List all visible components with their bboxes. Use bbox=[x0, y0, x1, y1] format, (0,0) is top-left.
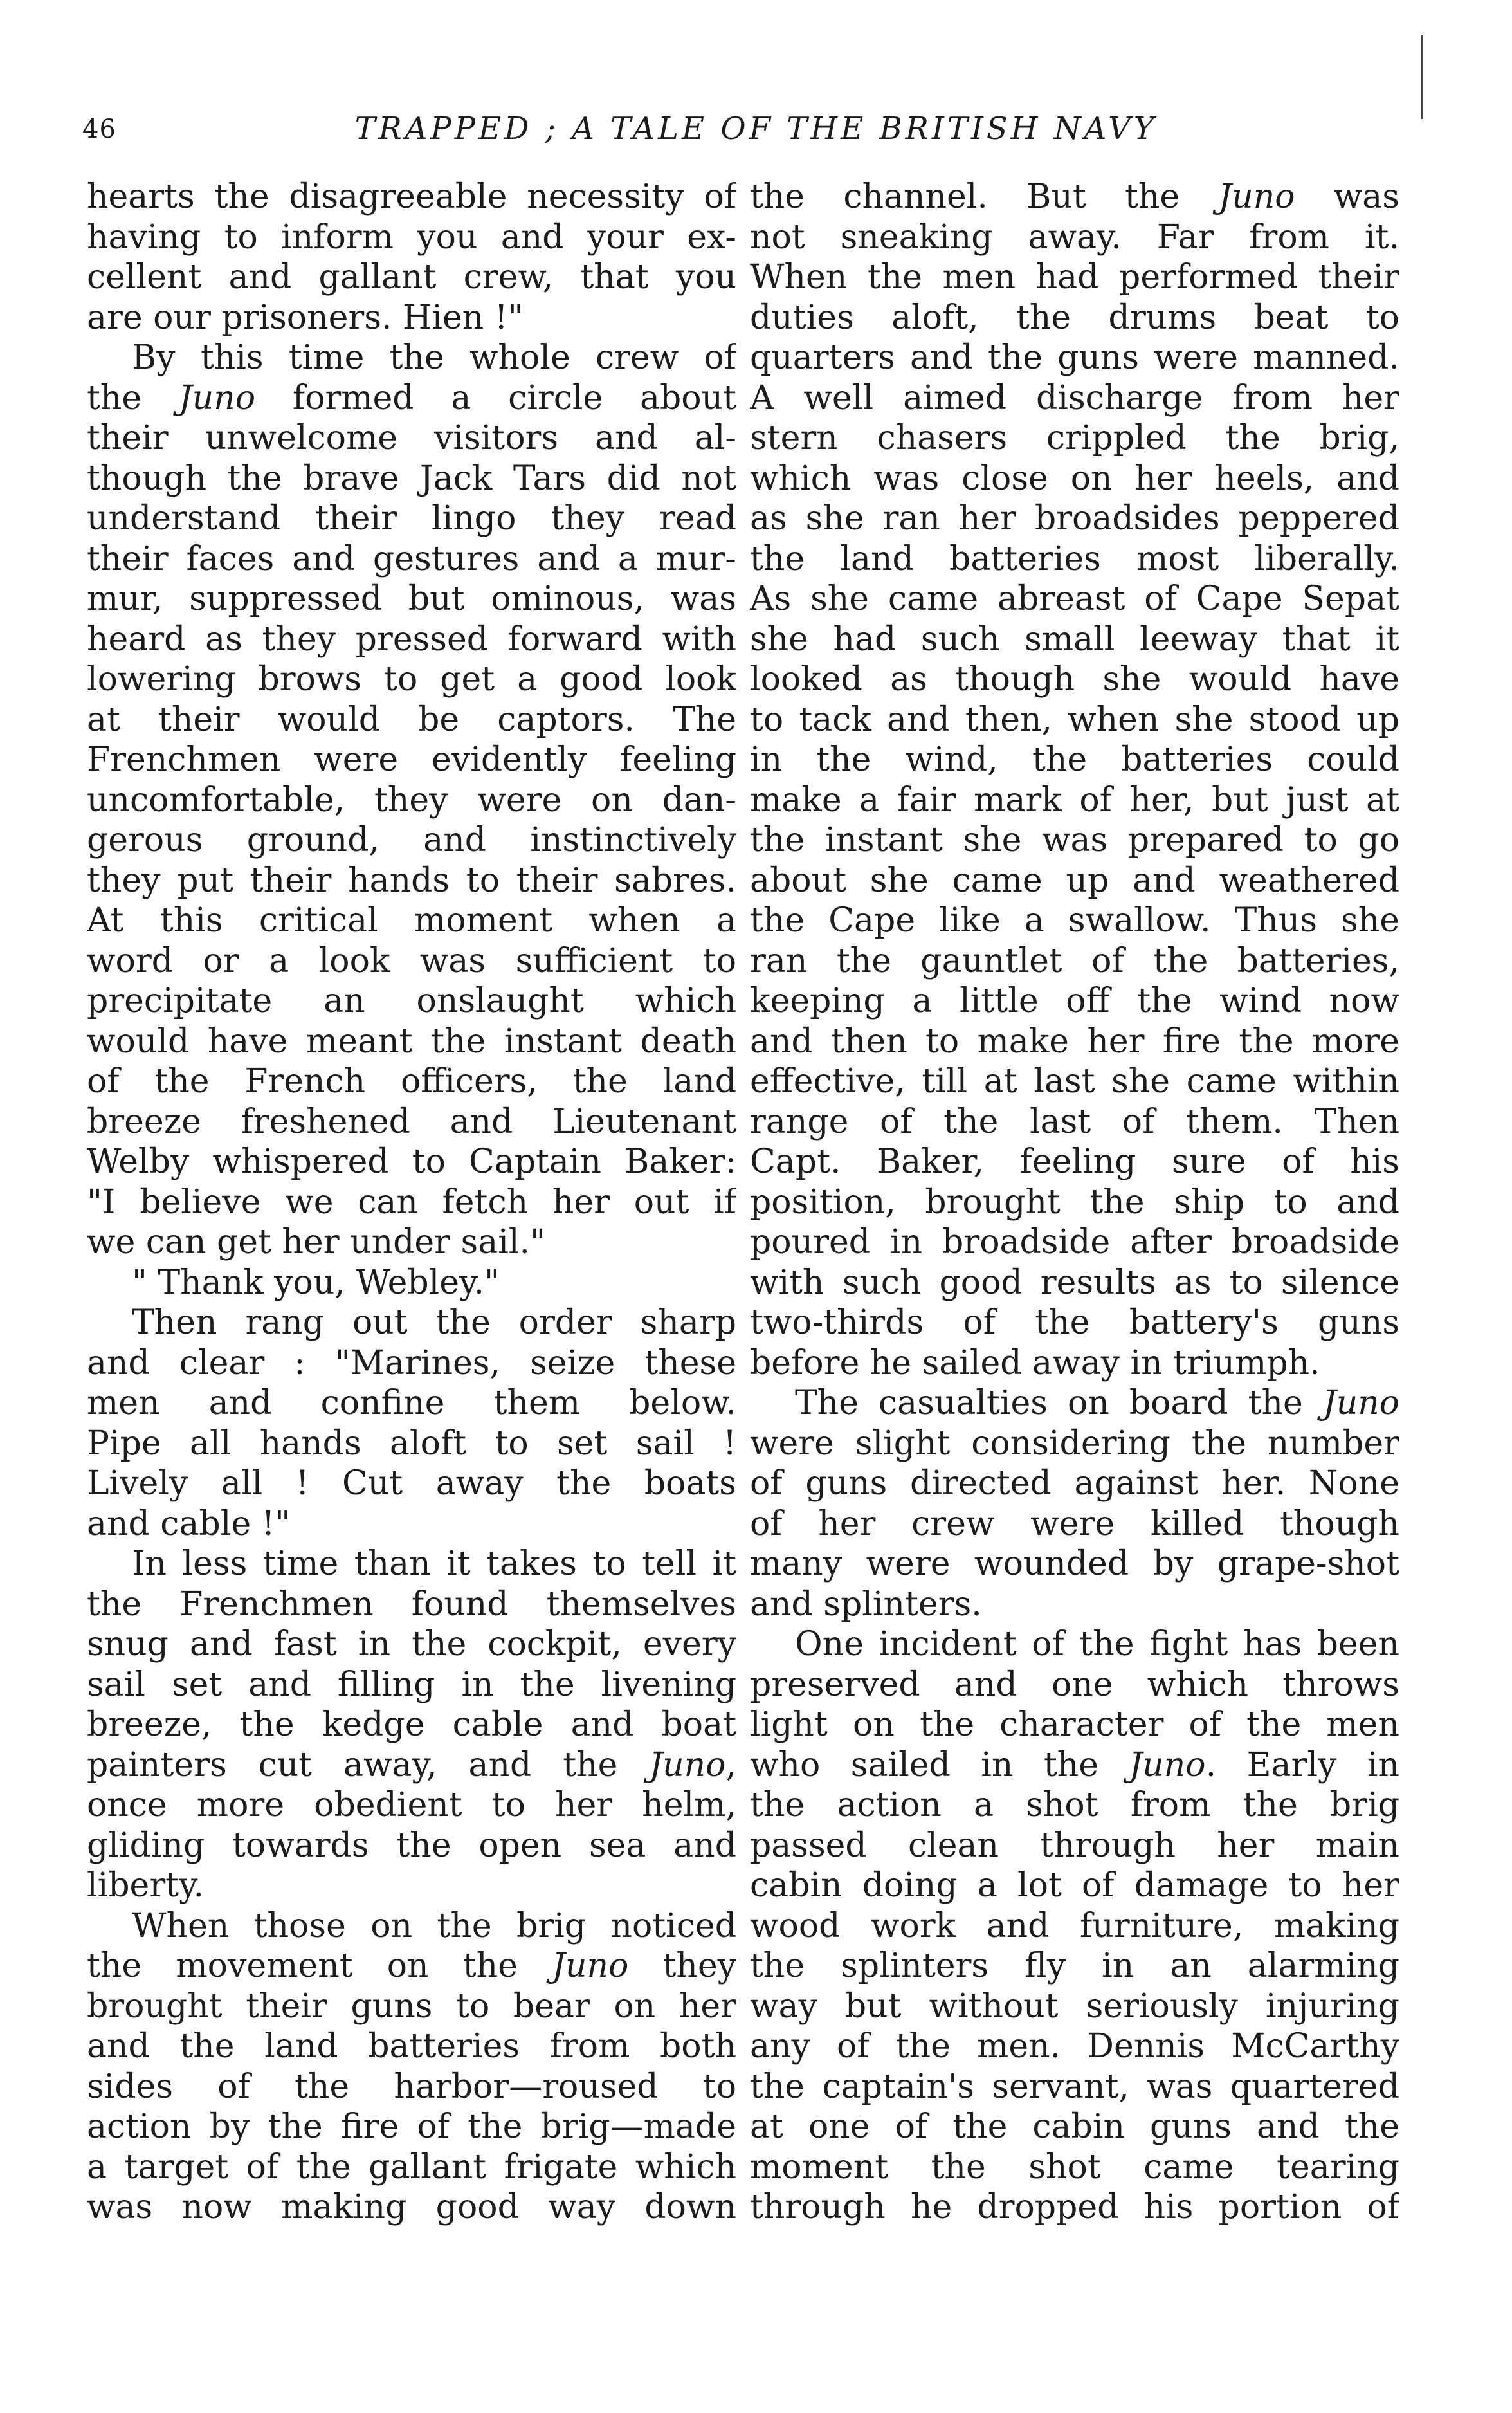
text-line: poured in broadside after broadside bbox=[750, 1223, 1399, 1262]
text-line: not sneaking away. Far from it. bbox=[750, 217, 1399, 257]
text-line: When those on the brig noticed bbox=[132, 1906, 736, 1945]
text-line: snug and fast in the cockpit, every bbox=[87, 1625, 736, 1664]
text-line: preserved and one which throws bbox=[750, 1665, 1399, 1704]
scan-edge-mark bbox=[1421, 35, 1423, 119]
text-line: sides of the harbor—roused to bbox=[87, 2067, 736, 2106]
text-line: way but without seriously injuring bbox=[750, 1986, 1399, 2026]
text-line: at one of the cabin guns and the bbox=[750, 2107, 1399, 2146]
text-line: action by the fire of the brig—made bbox=[87, 2107, 736, 2146]
text-line: were slight considering the number bbox=[750, 1424, 1399, 1463]
text-column-left bbox=[87, 177, 736, 2358]
text-line: make a fair mark of her, but just at bbox=[750, 780, 1399, 820]
text-line: "I believe we can fetch her out if bbox=[87, 1182, 736, 1222]
text-line: at their would be captors. The bbox=[87, 700, 736, 739]
text-line: the Juno formed a circle about bbox=[87, 378, 736, 417]
text-line: men and confine them below. bbox=[87, 1384, 736, 1422]
text-line: and splinters. bbox=[750, 1584, 982, 1624]
text-line: the action a shot from the brig bbox=[750, 1786, 1399, 1824]
text-line: which was close on her heels, and bbox=[750, 459, 1399, 498]
text-column-right bbox=[750, 177, 1399, 2358]
text-line: By this time the whole crew of bbox=[132, 338, 736, 377]
text-line: painters cut away, and the Juno, bbox=[87, 1745, 736, 1785]
text-line: who sailed in the Juno. Early in bbox=[750, 1745, 1399, 1785]
text-line: to tack and then, when she stood up bbox=[750, 700, 1399, 739]
page-number: 46 bbox=[82, 115, 116, 144]
text-line: and then to make her fire the more bbox=[750, 1022, 1399, 1061]
text-line: the instant she was prepared to go bbox=[750, 821, 1399, 859]
text-line: was now making good way down bbox=[87, 2188, 736, 2226]
text-line: before he sailed away in triumph. bbox=[750, 1343, 1320, 1382]
text-line: of her crew were killed though bbox=[750, 1504, 1399, 1543]
text-line: sail set and filling in the livening bbox=[87, 1665, 736, 1704]
text-line: looked as though she would have bbox=[750, 660, 1399, 699]
text-line: Pipe all hands aloft to set sail ! bbox=[87, 1424, 736, 1463]
text-line: At this critical moment when a bbox=[87, 901, 736, 940]
text-line: once more obedient to her helm, bbox=[87, 1786, 736, 1824]
text-line: the captain's servant, was quartered bbox=[750, 2067, 1399, 2106]
text-line: the movement on the Juno they bbox=[87, 1947, 736, 1985]
text-line: passed clean through her main bbox=[750, 1826, 1399, 1865]
text-line: Welby whispered to Captain Baker: bbox=[87, 1142, 736, 1181]
text-line: the Frenchmen found themselves bbox=[87, 1584, 736, 1624]
text-line: about she came up and weathered bbox=[750, 861, 1399, 900]
text-line: keeping a little off the wind now bbox=[750, 982, 1399, 1020]
text-line: would have meant the instant death bbox=[87, 1022, 736, 1061]
text-line: though the brave Jack Tars did not bbox=[87, 459, 736, 498]
text-line: brought their guns to bear on her bbox=[87, 1986, 736, 2026]
text-line: she had such small leeway that it bbox=[750, 619, 1399, 659]
text-line: liberty. bbox=[87, 1866, 205, 1905]
text-line: they put their hands to their sabres. bbox=[87, 861, 736, 900]
text-line: cabin doing a lot of damage to her bbox=[750, 1866, 1399, 1905]
text-line: of guns directed against her. None bbox=[750, 1464, 1399, 1503]
text-line: breeze, the kedge cable and boat bbox=[87, 1705, 736, 1744]
text-line: One incident of the fight has been bbox=[795, 1625, 1399, 1664]
text-line: as she ran her broadsides peppered bbox=[750, 499, 1399, 538]
text-line: their faces and gestures and a mur- bbox=[87, 539, 736, 578]
text-line: mur, suppressed but ominous, was bbox=[87, 580, 736, 618]
text-line: heard as they pressed forward with bbox=[87, 619, 736, 659]
text-line: any of the men. Dennis McCarthy bbox=[750, 2027, 1399, 2066]
text-line: cellent and gallant crew, that you bbox=[87, 258, 736, 297]
text-line: of the French officers, the land bbox=[87, 1062, 736, 1101]
text-line: gliding towards the open sea and bbox=[87, 1826, 736, 1865]
text-line: In less time than it takes to tell it bbox=[132, 1545, 736, 1583]
text-line: Lively all ! Cut away the boats bbox=[87, 1464, 736, 1503]
text-line: and clear : "Marines, seize these bbox=[87, 1343, 736, 1382]
text-line: and cable !" bbox=[87, 1504, 291, 1543]
text-line: breeze freshened and Lieutenant bbox=[87, 1102, 736, 1141]
text-line: A well aimed discharge from her bbox=[750, 378, 1399, 417]
text-line: quarters and the guns were manned. bbox=[750, 338, 1399, 377]
text-line: with such good results as to silence bbox=[750, 1263, 1399, 1302]
text-line: light on the character of the men bbox=[750, 1705, 1399, 1744]
text-line: The casualties on board the Juno bbox=[795, 1384, 1399, 1422]
text-line: lowering brows to get a good look bbox=[87, 660, 736, 699]
text-line: in the wind, the batteries could bbox=[750, 740, 1399, 779]
text-line: are our prisoners. Hien !" bbox=[87, 298, 524, 337]
text-line: duties aloft, the drums beat to bbox=[750, 298, 1399, 337]
text-line: gerous ground, and instinctively bbox=[87, 821, 736, 859]
text-line: " Thank you, Webley." bbox=[132, 1263, 500, 1302]
text-line: their unwelcome visitors and al- bbox=[87, 419, 736, 457]
text-line: When the men had performed their bbox=[750, 258, 1399, 297]
text-line: having to inform you and your ex- bbox=[87, 217, 736, 257]
text-line: the channel. But the Juno was bbox=[750, 178, 1399, 216]
text-line: Then rang out the order sharp bbox=[132, 1303, 736, 1342]
text-line: stern chasers crippled the brig, bbox=[750, 419, 1399, 457]
text-line: hearts the disagreeable necessity of bbox=[87, 178, 736, 216]
text-line: ran the gauntlet of the batteries, bbox=[750, 941, 1399, 980]
text-line: the Cape like a swallow. Thus she bbox=[750, 901, 1399, 940]
text-line: wood work and furniture, making bbox=[750, 1906, 1399, 1945]
running-title: TRAPPED ; A TALE OF THE BRITISH NAVY bbox=[354, 111, 1158, 147]
text-line: many were wounded by grape-shot bbox=[750, 1545, 1399, 1583]
text-line: through he dropped his portion of bbox=[750, 2188, 1399, 2226]
text-line: and the land batteries from both bbox=[87, 2027, 736, 2066]
text-line: the land batteries most liberally. bbox=[750, 539, 1399, 578]
text-line: range of the last of them. Then bbox=[750, 1102, 1399, 1141]
text-line: moment the shot came tearing bbox=[750, 2147, 1399, 2187]
text-line: Capt. Baker, feeling sure of his bbox=[750, 1142, 1399, 1181]
text-line: precipitate an onslaught which bbox=[87, 982, 736, 1020]
text-line: position, brought the ship to and bbox=[750, 1182, 1399, 1222]
text-line: two-thirds of the battery's guns bbox=[750, 1303, 1399, 1342]
text-line: a target of the gallant frigate which bbox=[87, 2147, 736, 2187]
text-line: the splinters fly in an alarming bbox=[750, 1947, 1399, 1985]
text-line: Frenchmen were evidently feeling bbox=[87, 740, 736, 779]
text-line: word or a look was sufficient to bbox=[87, 941, 736, 980]
text-line: As she came abreast of Cape Sepat bbox=[750, 580, 1399, 618]
text-line: we can get her under sail." bbox=[87, 1223, 545, 1262]
text-line: understand their lingo they read bbox=[87, 499, 736, 538]
text-line: uncomfortable, they were on dan- bbox=[87, 780, 736, 820]
text-line: effective, till at last she came within bbox=[750, 1062, 1399, 1101]
